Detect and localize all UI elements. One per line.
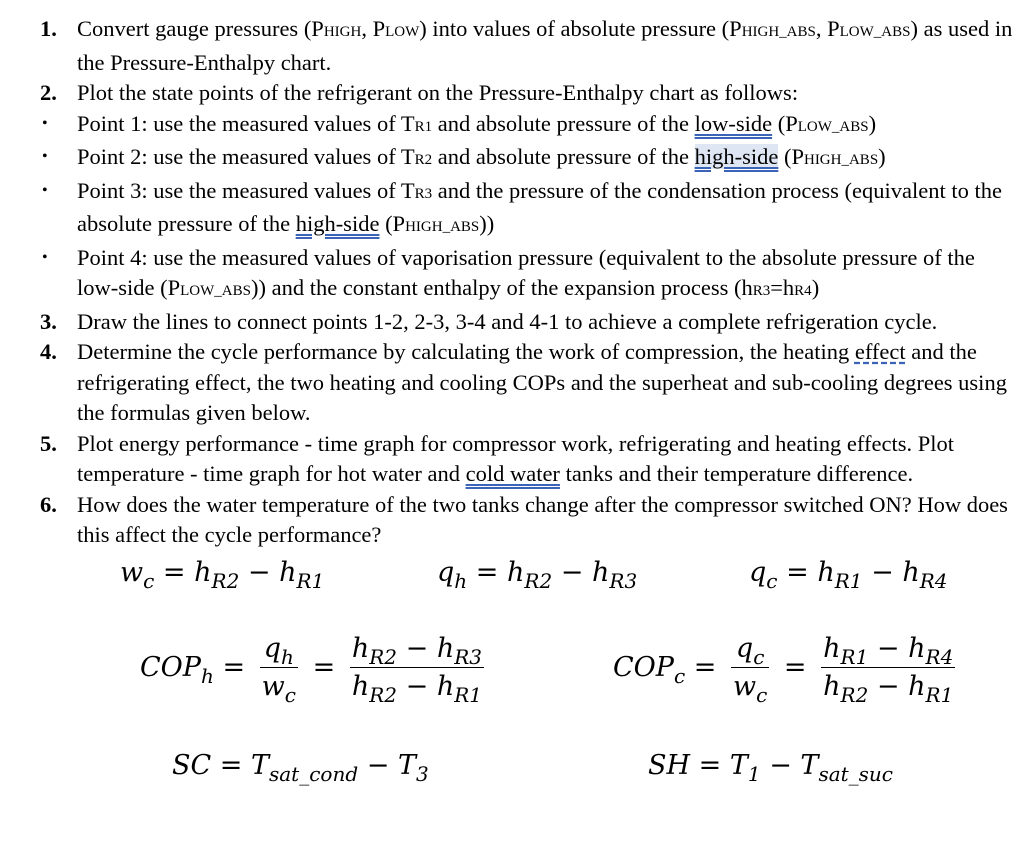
grammar-flag[interactable]: effect [854,339,906,364]
list-marker: 1. [40,16,57,41]
item-text: )) [479,211,495,236]
item-text: (P [379,211,406,236]
formula-cop-cooling: $COP_c$ = $\frac{q_c}{w_c}$ = $\frac{h_{R1} - h_{R4}}{h_{R2} - h_{R1}}$ [613,633,954,707]
item-text: Point 3: use the measured values of T [77,177,415,203]
item-text: ) as used in the Pressure-Enthalpy chart. [77,16,1013,75]
item-text: and absolute pressure of the [432,144,695,169]
list-marker: 3. [40,308,57,334]
list-marker: 5. [40,430,57,456]
formula-refrigerating-effect: $q_c = h_{R1} - h_{R4}$ [749,557,948,593]
list-item [0,337,1028,429]
list-item [0,78,1028,109]
bullet-icon: • [42,181,48,199]
item-text: ) [868,110,877,136]
item-text: (P [772,110,798,136]
item-text: Plot energy performance - time graph for compressor work, refrigerating and heating effects. Plot temperature - time graph for hot water and [77,430,954,486]
subscript: LOW_ABS [839,24,911,40]
list-item [0,176,1028,243]
formula-cop-heating: $COP_h$ = $\frac{q_h}{w_c}$ = $\frac{h_{R2} - h_{R3}}{h_{R2} - h_{R1}}$ [140,633,482,707]
formula-work-compression: $w_c = h_{R2} - h_{R1}$ [120,557,325,593]
list-item [0,14,1028,78]
subscript: LOW [385,24,420,40]
item-text: , P [361,16,386,41]
item-text: Determine the cycle performance by calculating the work of compression, the heating [77,339,855,364]
instructions-list [0,14,1028,551]
item-text: and the pressure of the condensation process (equivalent to the absolute pressure of the [77,177,1002,236]
item-text: Point 2: use the measured values of T [77,144,415,169]
list-item [0,243,1028,307]
formula-heating-effect: $q_h = h_{R2} - h_{R3}$ [437,557,638,593]
bullet-icon: • [42,114,48,132]
item-text: How does the water temperature of the two tanks change after the compressor switched ON? How does this affect the cycle performance? [77,491,1008,547]
formula-subcooling: SC = $T_{sat\_cond} - T_3$ [172,750,429,786]
spellcheck-flag[interactable]: low-side [694,110,773,136]
list-item [0,109,1028,143]
subscript: R1 [414,118,433,135]
item-text: Point 1: use the measured values of T [77,110,415,136]
item-text: Point 4: use the measured values of vaporisation pressure (equivalent to the absolute pressure of the low-side (P [77,244,975,300]
bullet-icon: • [42,248,48,266]
bullet-icon: • [42,148,48,165]
subscript: R3 [752,283,771,299]
list-marker: 2. [40,80,57,105]
item-text: and the refrigerating effect, the two heating and cooling COPs and the superheat and sub-cooling degrees using the formulas given below. [77,339,1007,425]
spellcheck-flag[interactable]: high-side [295,211,380,236]
fraction: $\frac{h_{R1} - h_{R4}}{h_{R2} - h_{R1}}$ [823,633,954,707]
formula-superheat: SH = $T_1 - T_{sat\_suc}$ [648,750,894,786]
item-text: ) [811,275,820,300]
subscript: LOW_ABS [797,118,869,135]
list-item [0,142,1028,176]
list-marker: 6. [40,491,57,517]
item-text: tanks and their temperature difference. [559,461,914,486]
item-text: Plot the state points of the refrigerant on the Pressure-Enthalpy chart as follows: [77,80,799,105]
subscript: HIGH_ABS [803,152,879,168]
list-item [0,307,1028,338]
spellcheck-flag[interactable]: high-side [694,144,779,169]
subscript: R3 [414,185,433,202]
formulas-section [0,545,1028,845]
subscript: HIGH [323,24,362,40]
item-text: Draw the lines to connect points 1-2, 2-3, 3-4 and 4-1 to achieve a complete refrigeration cycle. [77,308,938,334]
subscript: LOW_ABS [180,283,251,299]
item-text: =h [770,275,795,300]
item-text: ) into values of absolute pressure (P [419,16,742,41]
item-text: , P [815,16,840,41]
item-text: (P [778,144,804,169]
item-text: Convert gauge pressures (P [77,16,324,41]
spellcheck-flag[interactable]: cold water [465,461,560,486]
subscript: R2 [414,152,433,168]
subscript: HIGH_ABS [405,219,480,235]
list-item [0,490,1028,551]
subscript: R4 [794,283,812,299]
item-text: and absolute pressure of the [432,110,695,136]
fraction: $\frac{q_h}{w_c}$ [261,633,296,707]
item-text: ) [878,144,886,169]
fraction: $\frac{q_c}{w_c}$ [732,633,768,707]
fraction: $\frac{h_{R2} - h_{R3}}{h_{R2} - h_{R1}}$ [351,633,482,707]
list-marker: 4. [40,339,57,364]
subscript: HIGH_ABS [741,24,816,40]
item-text: )) and the constant enthalpy of the expansion process (h [250,275,753,300]
list-item [0,429,1028,490]
